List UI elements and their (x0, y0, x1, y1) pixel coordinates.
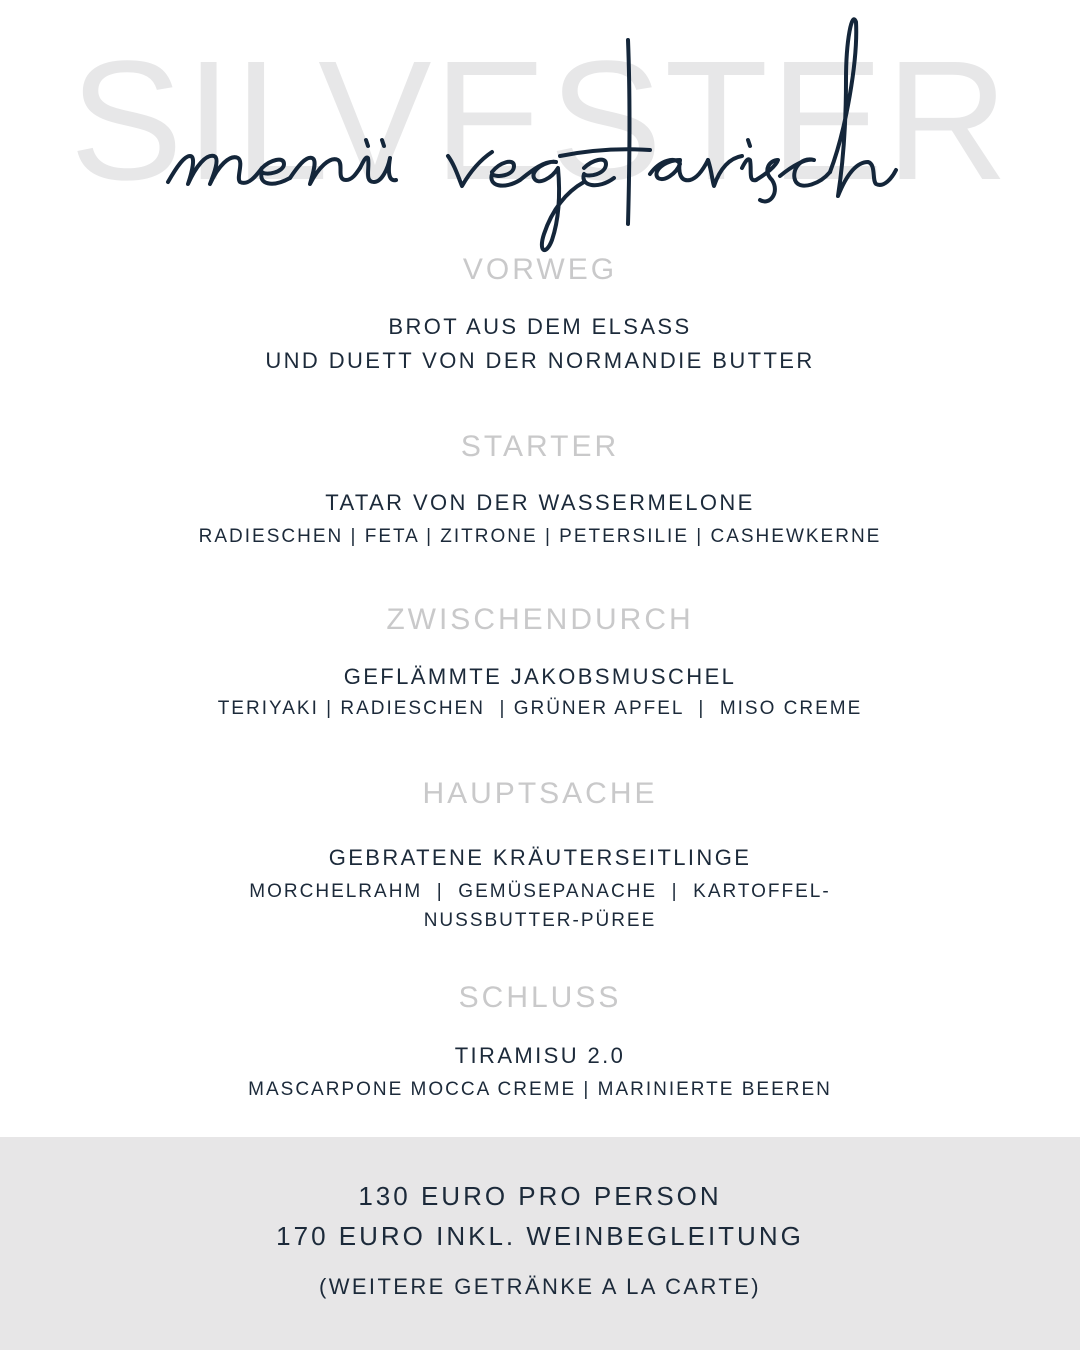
dish-detail-continued: NUSSBUTTER-PÜREE (423, 910, 657, 931)
dish-title: GEFLÄMMTE JAKOBSMUSCHEL (343, 664, 737, 689)
silvester-watermark: SILVESTER (69, 26, 1011, 216)
dish-title: BROT AUS DEM ELSASS (388, 314, 692, 339)
dish-title: TIRAMISU 2.0 (454, 1043, 626, 1068)
dish-detail: RADIESCHEN | FETA | ZITRONE | PETERSILIE | CASHEWKERNE (198, 526, 882, 547)
section-heading-zwischendurch: ZWISCHENDURCH (386, 603, 694, 636)
section-heading-vorweg: VORWEG (462, 253, 618, 286)
script-title-menu-vegetarisch (0, 0, 1080, 270)
dish-title: GEBRATENE KRÄUTERSEITLINGE (328, 845, 752, 870)
price-with-wine: 170 EURO INKL. WEINBEGLEITUNG (276, 1221, 804, 1251)
dish-detail: MORCHELRAHM | GEMÜSEPANACHE | KARTOFFEL- (249, 881, 831, 902)
pricing-panel (0, 1137, 1080, 1350)
section-heading-hauptsache: HAUPTSACHE (422, 777, 658, 810)
dish-detail: TERIYAKI | RADIESCHEN | GRÜNER APFEL | MISO CREME (217, 698, 863, 719)
drinks-note: (WEITERE GETRÄNKE A LA CARTE) (318, 1274, 762, 1299)
price-per-person: 130 EURO PRO PERSON (358, 1181, 722, 1211)
section-heading-schluss: SCHLUSS (458, 981, 622, 1014)
dish-title: TATAR VON DER WASSERMELONE (325, 490, 755, 515)
section-heading-starter: STARTER (460, 430, 620, 463)
dish-detail: UND DUETT VON DER NORMANDIE BUTTER (265, 348, 815, 373)
dish-detail: MASCARPONE MOCCA CREME | MARINIERTE BEEREN (248, 1079, 832, 1100)
